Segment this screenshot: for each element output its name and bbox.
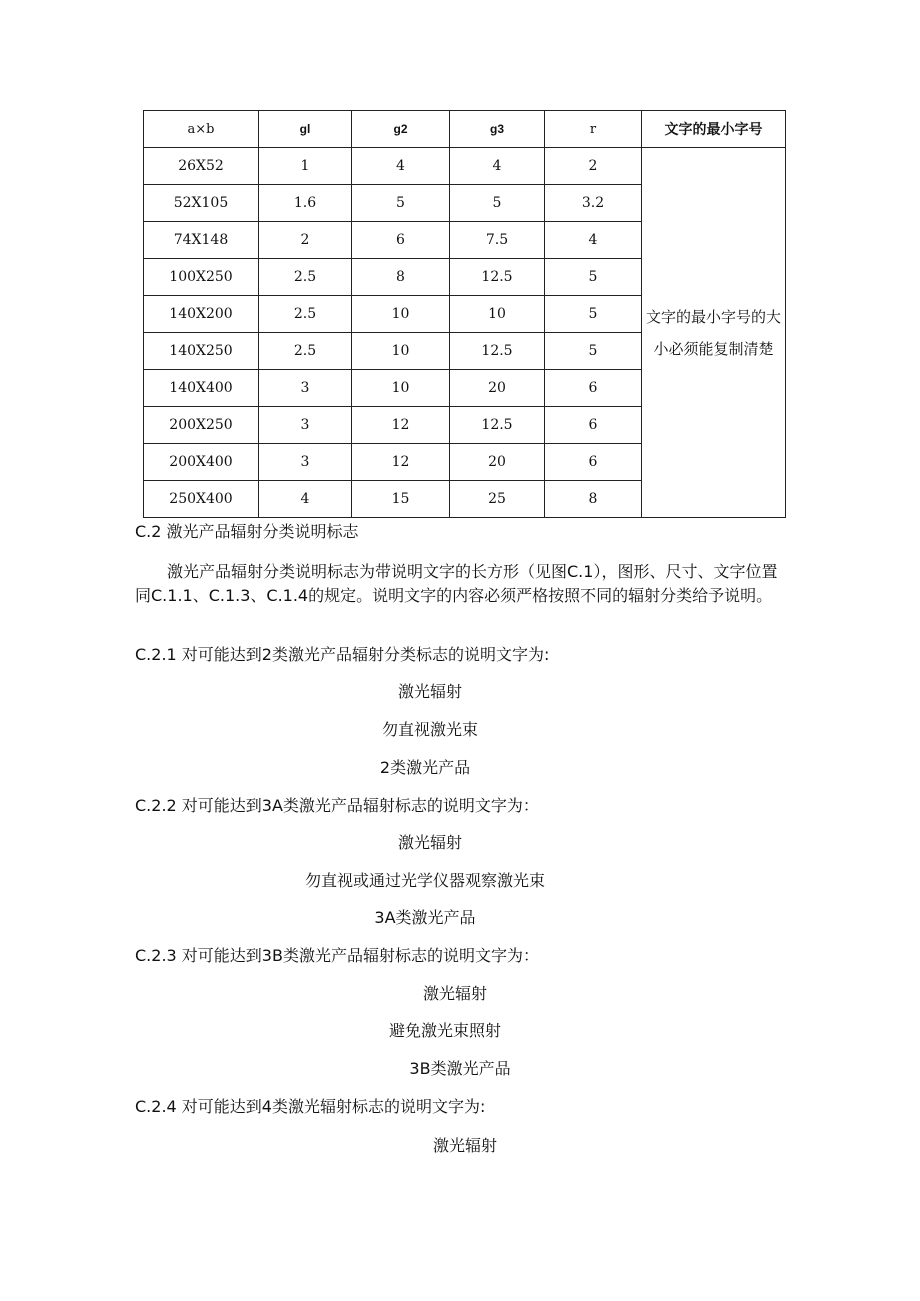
cell-r: 6 [545,370,642,407]
cell-g2: 12 [352,444,450,481]
cell-r: 8 [545,481,642,518]
cell-g1: 1 [259,148,352,185]
c22-line-3: 3A类激光产品 [374,908,476,927]
min-font-size-note: 文字的最小字号的大小必须能复制清楚 [642,148,786,518]
cell-r: 6 [545,407,642,444]
header-axb: a×b [144,111,259,148]
cell-r: 3.2 [545,185,642,222]
section-c2-heading: C.2 激光产品辐射分类说明标志 [135,522,359,541]
c22-line-1: 激光辐射 [397,833,462,852]
cell-g1: 3 [259,407,352,444]
cell-g2: 6 [352,222,450,259]
cell-g3: 25 [450,481,545,518]
cell-axb: 200X250 [144,407,259,444]
table-row [144,148,786,185]
c21-line-2: 勿直视激光束 [381,720,478,739]
cell-g3: 5 [450,185,545,222]
cell-r: 5 [545,333,642,370]
cell-g3: 20 [450,370,545,407]
header-min-font-size: 文字的最小字号 [642,111,786,148]
cell-axb: 100X250 [144,259,259,296]
dimension-table [143,110,786,518]
cell-axb: 200X400 [144,444,259,481]
header-g1: gl [259,111,352,148]
cell-g2: 10 [352,296,450,333]
cell-g1: 4 [259,481,352,518]
cell-g2: 8 [352,259,450,296]
c23-line-3: 3B类激光产品 [409,1059,511,1078]
cell-axb: 26X52 [144,148,259,185]
cell-g3: 12.5 [450,333,545,370]
cell-g2: 15 [352,481,450,518]
cell-g1: 3 [259,370,352,407]
header-r: r [545,111,642,148]
cell-g1: 2.5 [259,296,352,333]
header-g2: g2 [352,111,450,148]
cell-r: 5 [545,259,642,296]
cell-g2: 10 [352,370,450,407]
table-header-row [144,111,786,148]
cell-g1: 3 [259,444,352,481]
section-c2-paragraph: 激光产品辐射分类说明标志为带说明文字的长方形（见图C.1），图形、尺寸、文字位置同C.1.1、C.1.3、C.1.4的规定。说明文字的内容必须严格按照不同的辐射分类给予说明。 [135,562,778,605]
cell-r: 5 [545,296,642,333]
c21-line-1: 激光辐射 [397,682,462,701]
cell-axb: 250X400 [144,481,259,518]
c21-line-3: 2类激光产品 [379,758,471,777]
cell-axb: 74X148 [144,222,259,259]
cell-g3: 7.5 [450,222,545,259]
cell-g1: 2.5 [259,333,352,370]
cell-axb: 140X200 [144,296,259,333]
cell-r: 4 [545,222,642,259]
cell-g2: 4 [352,148,450,185]
cell-g1: 1.6 [259,185,352,222]
cell-g2: 5 [352,185,450,222]
cell-r: 2 [545,148,642,185]
cell-g2: 12 [352,407,450,444]
cell-g3: 12.5 [450,259,545,296]
cell-axb: 140X250 [144,333,259,370]
c23-heading: C.2.3 对可能达到3B类激光产品辐射标志的说明文字为： [135,946,539,965]
c21-heading: C.2.1 对可能达到2类激光产品辐射分类标志的说明文字为: [135,645,550,664]
cell-axb: 140X400 [144,370,259,407]
cell-axb: 52X105 [144,185,259,222]
c23-line-1: 激光辐射 [422,984,487,1003]
c22-heading: C.2.2 对可能达到3A类激光产品辐射标志的说明文字为： [135,796,539,815]
cell-g1: 2.5 [259,259,352,296]
cell-g3: 12.5 [450,407,545,444]
cell-g2: 10 [352,333,450,370]
c24-line-1: 激光辐射 [432,1136,497,1155]
cell-g3: 10 [450,296,545,333]
c23-line-2: 避免激光束照射 [388,1021,501,1040]
cell-g3: 4 [450,148,545,185]
c22-line-2: 勿直视或通过光学仪器观察激光束 [304,871,545,890]
cell-g1: 2 [259,222,352,259]
cell-r: 6 [545,444,642,481]
header-g3: g3 [450,111,545,148]
c24-heading: C.2.4 对可能达到4类激光辐射标志的说明文字为: [135,1097,486,1116]
cell-g3: 20 [450,444,545,481]
